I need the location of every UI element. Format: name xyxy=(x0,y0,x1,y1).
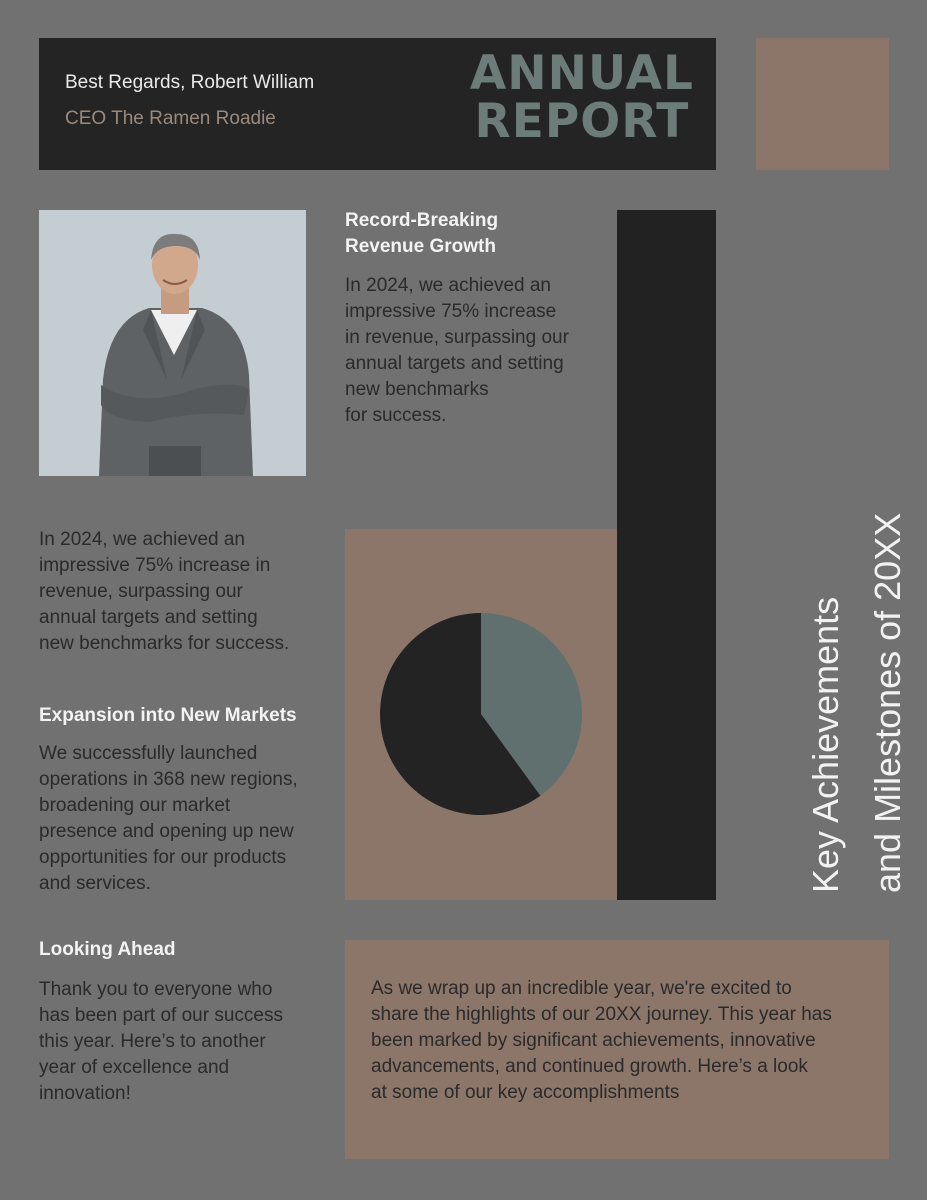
text-line: annual targets and setting xyxy=(39,607,258,628)
looking-ahead-paragraph xyxy=(39,977,283,1107)
revenue-paragraph xyxy=(345,273,569,429)
text-line: opportunities for our products xyxy=(39,847,287,868)
decorative-tan-square xyxy=(756,38,889,170)
text-line: operations in 368 new regions, xyxy=(39,769,298,790)
text-line: Thank you to everyone who xyxy=(39,979,273,1000)
expansion-paragraph xyxy=(39,741,298,897)
text-line: broadening our market xyxy=(39,795,231,816)
header-banner xyxy=(39,38,716,170)
revenue-heading-line-1: Record-Breaking xyxy=(345,210,499,231)
text-line: We successfully launched xyxy=(39,743,258,764)
pie-chart xyxy=(379,612,583,816)
text-line: this year. Here’s to another xyxy=(39,1031,266,1052)
intro-panel xyxy=(345,940,889,1159)
greeting-signature: Best Regards, Robert William xyxy=(65,72,315,93)
text-line: presence and opening up new xyxy=(39,821,294,842)
text-line: advancements, and continued growth. Here’s a look xyxy=(371,1056,808,1077)
key-achievements-vertical-title xyxy=(795,449,927,893)
left-summary-paragraph xyxy=(39,527,289,657)
text-line: been marked by significant achievements, innovative xyxy=(371,1030,816,1051)
vertical-title-line-1: Key Achievements xyxy=(805,596,846,893)
expansion-heading: Expansion into New Markets xyxy=(39,705,297,726)
title-line-1: ANNUAL xyxy=(469,46,694,101)
text-line: year of excellence and xyxy=(39,1057,230,1078)
ceo-portrait-image xyxy=(39,210,306,476)
revenue-heading xyxy=(345,208,498,260)
vertical-title-line-2: and Milestones of 20XX xyxy=(867,512,908,893)
text-line: new benchmarks xyxy=(345,379,489,400)
text-line: impressive 75% increase xyxy=(345,301,557,322)
text-line: and services. xyxy=(39,873,151,894)
text-line: at some of our key accomplishments xyxy=(371,1082,680,1103)
text-line: impressive 75% increase in xyxy=(39,555,271,576)
report-title xyxy=(469,46,694,149)
text-line: In 2024, we achieved an xyxy=(345,275,551,296)
decorative-dark-bar xyxy=(617,210,716,900)
text-line: innovation! xyxy=(39,1083,131,1104)
text-line: new benchmarks for success. xyxy=(39,633,290,654)
text-line: As we wrap up an incredible year, we're excited to xyxy=(371,978,792,999)
text-line: has been part of our success xyxy=(39,1005,283,1026)
text-line: annual targets and setting xyxy=(345,353,564,374)
looking-ahead-heading: Looking Ahead xyxy=(39,939,176,960)
text-line: share the highlights of our 20XX journey. This year has xyxy=(371,1004,832,1025)
pie-chart-panel xyxy=(345,529,617,900)
portrait-illustration xyxy=(39,210,306,476)
text-line: In 2024, we achieved an xyxy=(39,529,245,550)
text-line: for success. xyxy=(345,405,447,426)
ceo-title: CEO The Ramen Roadie xyxy=(65,108,276,129)
intro-paragraph xyxy=(371,976,871,1106)
title-line-2: REPORT xyxy=(474,94,690,149)
text-line: revenue, surpassing our xyxy=(39,581,243,602)
text-line: in revenue, surpassing our xyxy=(345,327,569,348)
revenue-heading-line-2: Revenue Growth xyxy=(345,236,496,257)
